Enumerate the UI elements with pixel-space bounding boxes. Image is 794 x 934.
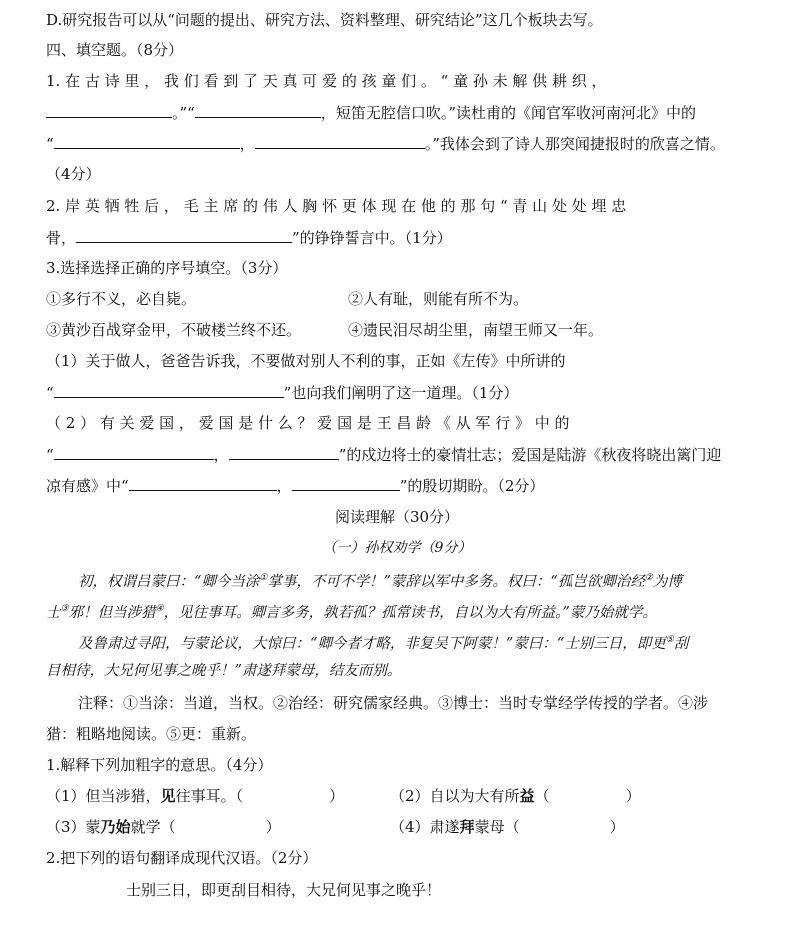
reading-question-1-2: （2）自以为大有所益（ ） — [390, 787, 641, 805]
blank-5[interactable] — [76, 227, 292, 243]
question-3-2-line-1: （ 2 ） 有 关 爱 国 ， 爱 国 是 什 么 ？ 爱 国 是 王 昌 龄 《 从 军 行 》 中 的 — [46, 414, 570, 432]
passage-line-1: 初，权谓吕蒙曰：“卿今当涂①掌事，不可不学！”蒙辞以军中多务。权曰：“孤岂欲卿治经②为博 — [78, 573, 682, 590]
blank-2[interactable] — [195, 102, 321, 118]
reading-question-1-4: （4）肃遂拜蒙母（ ） — [390, 818, 625, 836]
option-4: ④遗民泪尽胡尘里，南望王师又一年。 — [348, 321, 604, 339]
reading-section-title: 阅读理解（30分） — [334, 508, 460, 526]
blank-9[interactable] — [129, 475, 277, 491]
reading-question-2: 2.把下列的语句翻译成现代汉语。（2分） — [46, 849, 318, 867]
blank-10[interactable] — [292, 475, 400, 491]
reading-question-1-3: （3）蒙乃始就学（ ） — [46, 818, 281, 836]
blank-7[interactable] — [54, 444, 214, 460]
question-3-2-line-3: 凉有感》中“ ， ”的殷切期盼。（2分） — [46, 477, 545, 495]
option-2: ②人有耻，则能有所不为。 — [348, 290, 529, 308]
passage-line-4: 目相待，大兄何见事之晚乎！”肃遂拜蒙母，结友而别。 — [46, 663, 402, 679]
question-3-1-line-1: （1）关于做人，爸爸告诉我，不要做对别人不利的事，正如《左传》中所讲的 — [46, 352, 566, 370]
question-3-heading: 3.选择选择正确的序号填空。（3分） — [46, 259, 288, 277]
section-four-heading: 四、填空题。（8分） — [46, 41, 184, 59]
passage-line-3: 及鲁肃过寻阳，与蒙论议，大惊曰：“卿今者才略，非复吴下阿蒙！”蒙曰：“士别三日，即更⑤刮 — [78, 635, 689, 652]
blank-8[interactable] — [229, 444, 339, 460]
passage-line-2: 士③邪！但当涉猎④，见往事耳。卿言多务，孰若孤？孤常读书，自以为大有所益。”蒙乃始就学。 — [46, 604, 657, 621]
blank-3[interactable] — [54, 133, 240, 149]
question-2-line-1: 2. 岸 英 牺 牲 后 ， 毛 主 席 的 伟 人 胸 怀 更 体 现 在 他 的 那 句 “ 青 山 处 处 埋 忠 — [46, 197, 627, 215]
question-1-line-2: 。”“ ，短笛无腔信口吹。”读杜甫的《闻官军收河南河北》中的 — [46, 102, 696, 123]
question-2-line-2: 骨， ”的铮铮誓言中。（1分） — [46, 229, 452, 247]
passage-title: （一）孙权劝学（9分） — [322, 540, 472, 556]
annotation-line-2: 猎：粗略地阅读。⑤更：重新。 — [46, 725, 257, 743]
annotation-line-1: 注释：①当涂：当道，当权。②治经：研究儒家经典。③博士：当时专掌经学传授的学者。④涉 — [78, 694, 709, 712]
reading-question-1: 1.解释下列加粗字的意思。（4分） — [46, 756, 273, 774]
question-3-2-line-2: “ ， ”的戍边将士的豪情壮志；爱国是陆游《秋夜将晓出篱门迎 — [46, 446, 722, 464]
question-1-score: （4分） — [46, 165, 101, 183]
option-3: ③黄沙百战穿金甲，不破楼兰终不还。 — [46, 321, 302, 339]
blank-1[interactable] — [46, 102, 172, 118]
question-3-1-line-2: “ ”也向我们阐明了这一道理。（1分） — [46, 384, 519, 402]
blank-6[interactable] — [54, 382, 284, 398]
translation-sentence: 士别三日，即更刮目相待，大兄何见事之晚乎！ — [126, 881, 442, 899]
option-1: ①多行不义，必自毙。 — [46, 290, 197, 308]
option-d-line: D.研究报告可以从“问题的提出、研究方法、资料整理、研究结论”这几个板块去写。 — [46, 11, 603, 29]
reading-question-1-1: （1）但当涉猎，见往事耳。（ ） — [46, 787, 345, 805]
question-1-line-1: 1. 在 古 诗 里 ， 我 们 看 到 了 天 真 可 爱 的 孩 童 们 。 “ 童 孙 未 解 供 耕 织 ， — [46, 72, 607, 90]
question-1-line-3: “ ， 。”我体会到了诗人那突闻捷报时的欣喜之情。 — [46, 135, 725, 153]
blank-4[interactable] — [255, 133, 425, 149]
